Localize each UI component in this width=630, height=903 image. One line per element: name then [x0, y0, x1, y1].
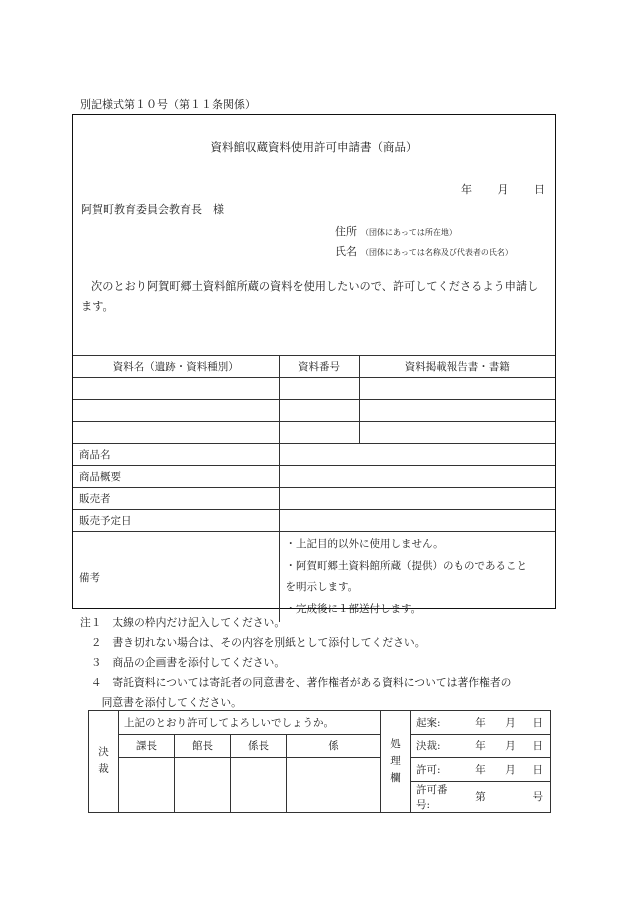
- note-line: ３ 商品の企画書を添付してください。: [80, 656, 286, 669]
- seller-input[interactable]: [279, 488, 555, 510]
- decision-label: 決 裁: [89, 711, 119, 813]
- approval-row: 許可番号: 第 号: [89, 781, 551, 812]
- processing-label: 処 理 欄: [381, 711, 411, 813]
- approval-question: 上記のとおり許可してよろしいでしょうか。: [119, 711, 381, 735]
- approval-table: [88, 710, 551, 813]
- table-header-row: [73, 356, 555, 378]
- product-name-row: [73, 444, 555, 466]
- address-label: 住所: [335, 225, 357, 238]
- header-material-number: 資料番号: [279, 356, 359, 378]
- table-row: [73, 422, 555, 444]
- product-name-input[interactable]: [279, 444, 555, 466]
- publication-cell[interactable]: [359, 378, 555, 400]
- material-name-cell[interactable]: [73, 400, 279, 422]
- address-note: （団体にあっては所在地）: [361, 228, 457, 237]
- seller-row: [73, 488, 555, 510]
- product-summary-row: [73, 466, 555, 488]
- notes-section: [80, 613, 511, 713]
- product-name-label: 商品名: [73, 444, 279, 466]
- material-number-cell[interactable]: [279, 400, 359, 422]
- material-name-cell[interactable]: [73, 378, 279, 400]
- role-subsection-chief: 係長: [231, 734, 287, 758]
- material-number-cell[interactable]: [279, 422, 359, 444]
- note-line: ２ 書き切れない場合は、その内容を別紙として添付してください。: [80, 636, 426, 649]
- sale-date-label: 販売予定日: [73, 510, 279, 532]
- remark-line: を明示します。: [285, 581, 359, 593]
- table-row: [73, 378, 555, 400]
- note-line: 注１ 太線の枠内だけ記入してください。: [80, 616, 286, 629]
- header-publication: 資料掲載報告書・書籍: [359, 356, 555, 378]
- form-title: 資料館収蔵資料使用許可申請書（商品）: [210, 140, 418, 154]
- application-date[interactable]: [439, 181, 545, 197]
- remarks-content: [279, 532, 555, 623]
- material-number-cell[interactable]: [279, 378, 359, 400]
- application-form-box: [72, 114, 556, 615]
- remarks-row: [73, 532, 555, 623]
- application-statement: 次のとおり阿賀町郷土資料館所蔵の資料を使用したいので、許可してくださるよう申請します。: [81, 280, 539, 313]
- addressee: 阿賀町教育委員会教育長 様: [81, 203, 224, 216]
- sale-date-input[interactable]: [279, 510, 555, 532]
- remark-line: ・阿賀町郷土資料館所蔵（提供）のものであること: [285, 559, 527, 572]
- permission-date-label: 許可:: [411, 758, 466, 782]
- product-summary-input[interactable]: [279, 466, 555, 488]
- date-month-label: 月: [497, 183, 509, 196]
- applicant-name-field[interactable]: [335, 243, 513, 259]
- approval-row: 課長 館長 係長 係 決裁: 年 月 日: [89, 734, 551, 758]
- note-line: ４ 寄託資料については寄託者の同意書を、著作権者がある資料については著作権者の: [80, 676, 512, 689]
- remarks-label: 備考: [73, 532, 279, 623]
- form-number-label: 別記様式第１０号（第１１条関係）: [80, 98, 256, 111]
- approval-row: 決 裁 上記のとおり許可してよろしいでしょうか。 処 理 欄 起案: 年 月 日: [89, 711, 551, 735]
- seller-label: 販売者: [73, 488, 279, 510]
- decision-date-label: 決裁:: [411, 734, 466, 758]
- publication-cell[interactable]: [359, 400, 555, 422]
- seal-section-chief[interactable]: [119, 758, 175, 813]
- material-table: [73, 355, 555, 622]
- date-year-label: 年: [461, 183, 472, 196]
- applicant-address-field[interactable]: [335, 223, 457, 239]
- note-line: 同意書を添付してください。: [80, 696, 242, 709]
- role-section-chief: 課長: [119, 734, 175, 758]
- seal-staff[interactable]: [287, 758, 381, 813]
- table-row: [73, 400, 555, 422]
- name-label: 氏名: [335, 245, 357, 258]
- remark-line: ・完成後に１部送付します。: [285, 602, 422, 615]
- approval-row: 許可: 年 月 日: [89, 758, 551, 782]
- publication-cell[interactable]: [359, 422, 555, 444]
- material-name-cell[interactable]: [73, 422, 279, 444]
- remark-line: ・上記目的以外に使用しません。: [285, 538, 444, 550]
- name-note: （団体にあっては名称及び代表者の氏名）: [361, 248, 513, 257]
- product-summary-label: 商品概要: [73, 466, 279, 488]
- header-material-name: 資料名（遺跡・資料種別）: [73, 356, 279, 378]
- sale-date-row: [73, 510, 555, 532]
- seal-subsection-chief[interactable]: [231, 758, 287, 813]
- draft-date-label: 起案:: [411, 711, 466, 735]
- role-staff: 係: [287, 734, 381, 758]
- permission-number-label: 許可番号:: [411, 781, 466, 812]
- date-day-label: 日: [534, 183, 545, 196]
- seal-director[interactable]: [175, 758, 231, 813]
- role-director: 館長: [175, 734, 231, 758]
